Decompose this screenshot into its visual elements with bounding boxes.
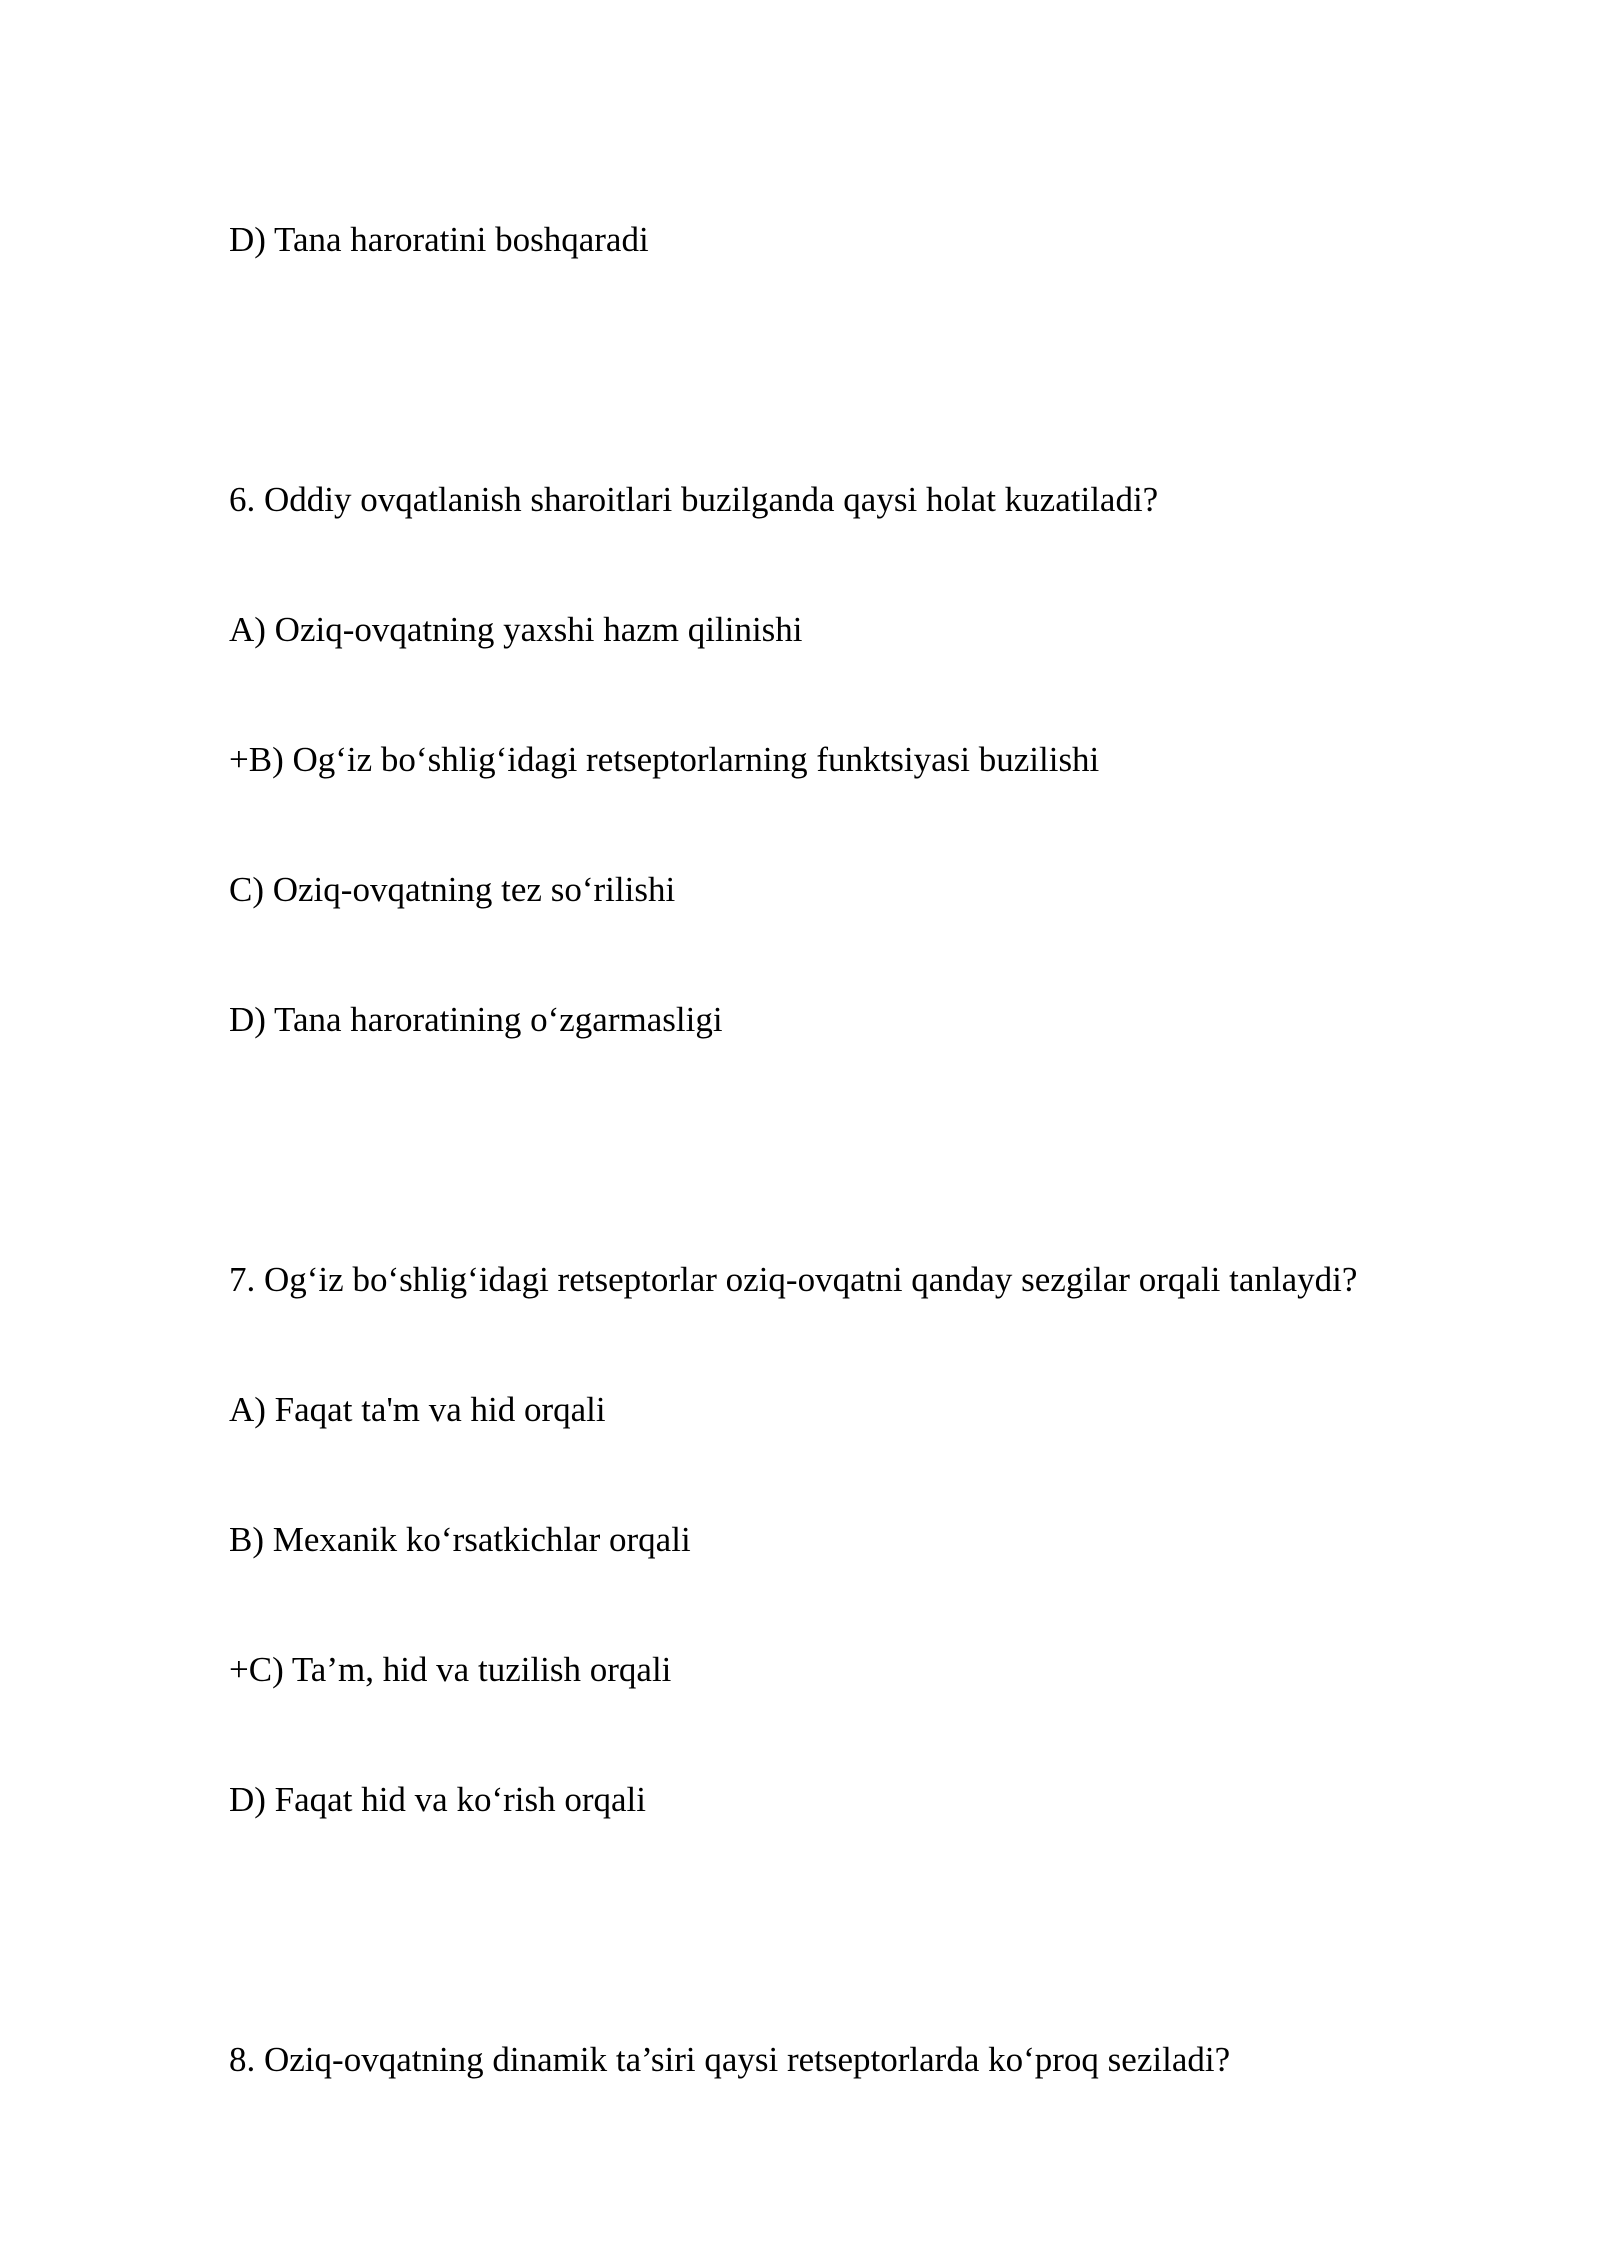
- q6-option-c: C) Oziq-ovqatning tez so‘rilishi: [229, 870, 676, 909]
- q6-question: 6. Oddiy ovqatlanish sharoitlari buzilganda qaysi holat kuzatiladi?: [229, 480, 1159, 519]
- q7-option-a: A) Faqat ta'm va hid orqali: [229, 1390, 606, 1429]
- q7-option-c-correct: +C) Ta’m, hid va tuzilish orqali: [229, 1650, 672, 1689]
- q7-option-d: D) Faqat hid va ko‘rish orqali: [229, 1780, 646, 1819]
- q7-question: 7. Og‘iz bo‘shlig‘idagi retseptorlar oziq-ovqatni qanday sezgilar orqali tanlaydi?: [229, 1260, 1358, 1299]
- q7-option-b: B) Mexanik ko‘rsatkichlar orqali: [229, 1520, 691, 1559]
- q8-question: 8. Oziq-ovqatning dinamik ta’siri qaysi retseptorlarda ko‘proq seziladi?: [229, 2040, 1231, 2079]
- q6-option-d: D) Tana haroratining o‘zgarmasligi: [229, 1000, 723, 1039]
- q6-option-a: A) Oziq-ovqatning yaxshi hazm qilinishi: [229, 610, 803, 649]
- q5-option-d: D) Tana haroratini boshqaradi: [229, 220, 649, 259]
- q6-option-b-correct: +B) Og‘iz bo‘shlig‘idagi retseptorlarning funktsiyasi buzilishi: [229, 740, 1100, 779]
